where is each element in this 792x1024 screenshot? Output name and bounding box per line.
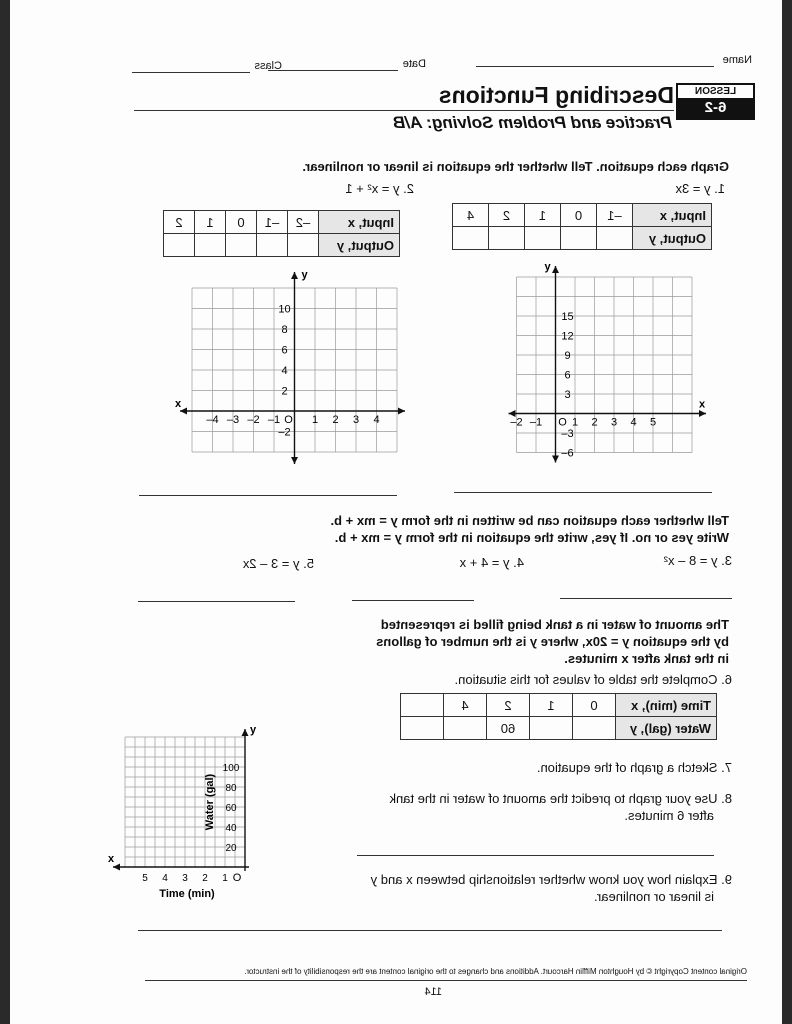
time-cell: 0 — [573, 694, 616, 717]
class-field[interactable] — [132, 72, 250, 73]
problem1-y-axis-label: y — [544, 261, 551, 273]
time-cell: 2 — [487, 694, 530, 717]
problem7-label: 7. Sketch a graph of the equation. — [536, 760, 732, 775]
lesson-badge — [676, 83, 755, 120]
copyright-text: Original content Copyright © by Houghton Mifflin Harcourt. Additions and changes to the original content are the responsibility of the instructor. — [244, 967, 747, 976]
class-label: Class — [254, 60, 282, 72]
section2-instruction-line2: Write yes or no. If yes, write the equation in the form y = mx + b. — [334, 530, 729, 545]
problem2-answer-line[interactable] — [139, 495, 397, 496]
problem1-y-tick-label: 12 — [561, 330, 574, 343]
problem2-label: 2. y = x² + 1 — [345, 181, 414, 196]
water-cell[interactable]: 60 — [487, 717, 530, 740]
problem6-label: 6. Complete the table of values for this situation. — [454, 672, 732, 687]
problem5-label: 5. y = 3 – 2x — [242, 556, 314, 571]
name-field[interactable] — [476, 66, 714, 67]
problem2-output-cell[interactable] — [257, 234, 288, 257]
water-cell[interactable] — [444, 717, 487, 740]
problem2-output-cell[interactable] — [288, 234, 319, 257]
problem1-output-cell[interactable] — [489, 227, 525, 250]
problem5-answer-line[interactable] — [138, 601, 295, 602]
problem2-y-axis-label: y — [301, 269, 308, 281]
water-graph[interactable] — [107, 724, 320, 900]
problem1-y-tick-label: 9 — [564, 350, 571, 362]
problem2-labels — [175, 269, 380, 439]
time-header: Time (min), x — [616, 694, 717, 717]
problem8-line2: after 6 minutes. — [624, 808, 714, 823]
problem1-x-tick-label: 3 — [610, 416, 618, 429]
footer-rule — [145, 980, 747, 981]
problem1-grid — [517, 277, 693, 453]
problem1-y-axis-arrow — [552, 456, 559, 463]
water-x-tick-label: 2 — [202, 873, 208, 884]
problem1-input-cell: 2 — [489, 204, 525, 227]
problem2-origin-label: O — [284, 414, 293, 426]
problem2-x-axis-label: x — [174, 398, 182, 410]
problem2-x-tick-label: 3 — [352, 414, 360, 426]
problem2-x-tick-label: 4 — [373, 414, 380, 426]
problem2-output-cell[interactable] — [164, 234, 195, 257]
problem1-x-axis-label: x — [698, 398, 706, 411]
problem1-y-axis-arrow — [552, 266, 559, 273]
water-origin-label: O — [232, 872, 242, 884]
water-x-axis-letter: x — [107, 853, 115, 865]
section3-intro-line3: in the tank after x minutes. — [564, 651, 729, 666]
problem1-x-tick-label: 5 — [649, 416, 657, 429]
problem2-y-axis-arrow — [291, 457, 298, 464]
problem1-input-cell: 1 — [525, 204, 561, 227]
problem2-input-cell: 0 — [226, 211, 257, 234]
problem6-table — [400, 693, 717, 740]
problem2-input-header: Input, x — [319, 211, 400, 234]
page-title: Describing Functions — [438, 82, 674, 108]
water-x-axis-title: Time (min) — [159, 888, 215, 900]
problem4-answer-line[interactable] — [352, 600, 474, 601]
problem1-output-cell[interactable] — [561, 227, 597, 250]
problem1-input-cell: 4 — [453, 204, 489, 227]
problem2-x-tick-label: –3 — [226, 414, 240, 426]
problem2-output-header: Output, y — [319, 234, 400, 257]
problem2-input-cell: 2 — [164, 211, 195, 234]
problem8-line1: 8. Use your graph to predict the amount of water in the tank — [389, 791, 732, 806]
water-y-tick-label: 40 — [225, 823, 237, 834]
problem2-output-cell[interactable] — [195, 234, 226, 257]
problem1-output-header: Output, y — [633, 227, 712, 250]
problem1-y-tick-label: –6 — [561, 447, 574, 460]
problem1-label: 1. y = 3x — [675, 181, 725, 196]
date-label: Date — [402, 58, 426, 70]
scan-border-left — [782, 0, 792, 1024]
problem2-x-tick-label: 2 — [332, 414, 339, 426]
problem2-y-tick-label: –2 — [278, 426, 291, 439]
problem1-input-cell: 0 — [561, 204, 597, 227]
problem2-output-cell[interactable] — [226, 234, 257, 257]
problem1-output-cell[interactable] — [453, 227, 489, 250]
title-rule — [134, 110, 674, 111]
problem8-answer-line[interactable] — [357, 855, 714, 856]
water-x-tick-label: 4 — [162, 873, 168, 884]
time-cell-blank — [401, 694, 444, 717]
section3-intro-line2: by the equation y = 20x, where y is the number of gallons — [376, 634, 729, 649]
problem2-y-axis-arrow — [291, 272, 298, 279]
problem2-y-tick-label: 2 — [281, 385, 288, 398]
problem2-axes — [180, 272, 405, 464]
problem1-x-tick-label: 4 — [630, 416, 637, 429]
water-y-axis-arrow — [242, 729, 249, 736]
water-x-tick-label: 5 — [142, 873, 148, 884]
water-y-tick-label: 20 — [225, 843, 237, 854]
problem2-x-tick-label: –2 — [247, 414, 260, 426]
water-header: Water (gal), y — [616, 717, 717, 740]
water-y-tick-label: 60 — [225, 803, 237, 814]
date-field[interactable] — [268, 70, 398, 71]
problem2-graph[interactable] — [174, 268, 407, 468]
problem4-label: 4. y = 4 + x — [459, 555, 524, 570]
problem2-table — [163, 210, 400, 257]
water-cell[interactable] — [401, 717, 444, 740]
problem2-y-tick-label: 10 — [278, 303, 291, 316]
problem1-output-cell[interactable] — [525, 227, 561, 250]
problem9-line2: is linear or nonlinear. — [594, 889, 714, 904]
water-cell[interactable] — [573, 717, 616, 740]
lesson-word: LESSON — [694, 86, 737, 97]
section2-instruction-line1: Tell whether each equation can be written in the form y = mx + b. — [330, 513, 729, 528]
problem2-y-tick-label: 4 — [281, 365, 288, 377]
problem3-label: 3. y = 8 – x² — [663, 553, 732, 568]
problem2-input-cell: –2 — [288, 211, 319, 234]
problem2-y-tick-label: 8 — [281, 324, 288, 336]
problem1-x-tick-label: 2 — [591, 416, 598, 429]
problem1-table — [452, 203, 712, 250]
problem1-graph[interactable] — [512, 262, 712, 462]
problem1-output-cell[interactable] — [597, 227, 633, 250]
problem1-x-tick-label: –1 — [529, 416, 543, 429]
problem1-origin-label: O — [558, 416, 567, 429]
section3-intro-line1: The amount of water in a tank being filled is represented — [380, 617, 729, 632]
water-y-tick-label: 80 — [225, 783, 237, 794]
water-y-axis-title: Water (gal) — [204, 773, 216, 831]
problem1-x-tick-label: 1 — [571, 416, 579, 429]
problem1-input-cell: –1 — [597, 204, 633, 227]
problem1-y-tick-label: 3 — [564, 389, 571, 401]
problem1-y-tick-label: 15 — [561, 311, 574, 323]
problem2-y-tick-label: 6 — [281, 344, 288, 357]
problem1-y-tick-label: –3 — [561, 428, 574, 440]
problem1-answer-line[interactable] — [454, 492, 712, 493]
water-y-tick-label: 100 — [222, 763, 240, 774]
water-labels — [108, 724, 257, 900]
scan-border-right — [0, 0, 10, 1024]
name-label: Name — [722, 54, 752, 66]
problem9-line1: 9. Explain how you know whether relationship between x and y — [370, 872, 732, 887]
problem3-answer-line[interactable] — [560, 598, 732, 599]
problem1-x-axis-arrow — [699, 410, 706, 417]
page-number: 114 — [424, 986, 442, 998]
problem2-input-cell: 1 — [195, 211, 226, 234]
section1-instruction: Graph each equation. Tell whether the equation is linear or nonlinear. — [302, 159, 729, 174]
problem2-x-tick-label: –1 — [267, 414, 281, 426]
problem1-labels — [510, 261, 706, 460]
problem1-x-tick-label: –2 — [510, 416, 523, 429]
problem9-answer-line[interactable] — [138, 930, 722, 931]
problem2-x-tick-label: –4 — [206, 414, 219, 426]
water-x-tick-label: 1 — [222, 873, 228, 884]
time-cell: 4 — [444, 694, 487, 717]
problem2-x-tick-label: 1 — [311, 414, 319, 426]
water-cell[interactable] — [530, 717, 573, 740]
water-y-axis-letter: y — [249, 724, 257, 736]
lesson-number: 6-2 — [678, 98, 753, 118]
problem1-input-header: Input, x — [633, 204, 712, 227]
problem2-x-axis-arrow — [398, 408, 405, 415]
problem1-y-tick-label: 6 — [564, 369, 571, 382]
problem2-input-cell: –1 — [257, 211, 288, 234]
page-subtitle: Practice and Problem Solving: A/B — [393, 113, 672, 132]
time-cell: 1 — [530, 694, 573, 717]
water-x-tick-label: 3 — [182, 873, 188, 884]
